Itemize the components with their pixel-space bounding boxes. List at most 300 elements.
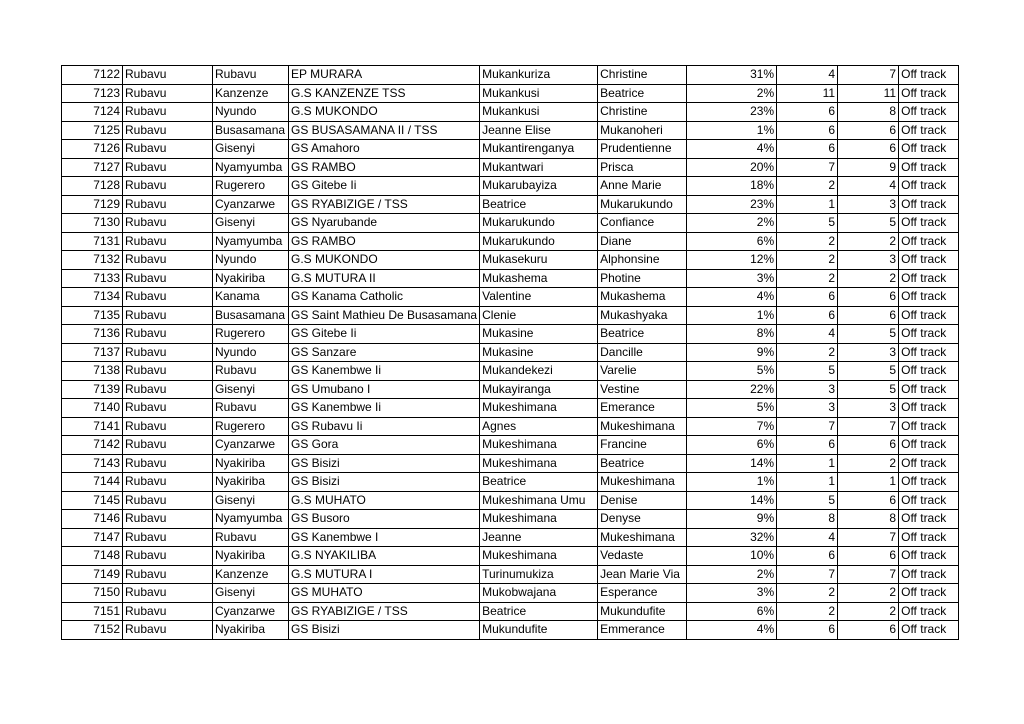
count-a-cell: 4 [777,528,838,547]
district-cell: Rubavu [123,417,213,436]
last-name-cell: Valentine [480,288,598,307]
count-b-cell: 8 [838,103,899,122]
last-name-cell: Jeanne [480,528,598,547]
last-name-cell: Turinumukiza [480,565,598,584]
school-cell: G.S MUKONDO [289,251,480,270]
row-id-cell: 7124 [62,103,123,122]
status-cell: Off track [899,214,959,233]
count-a-cell: 5 [777,362,838,381]
table-row [62,454,959,473]
table-row [62,547,959,566]
district-cell: Rubavu [123,84,213,103]
school-cell: GS RYABIZIGE / TSS [289,602,480,621]
first-name-cell: Confiance [598,214,687,233]
table-row [62,565,959,584]
table-row [62,362,959,381]
first-name-cell: Esperance [598,584,687,603]
count-a-cell: 7 [777,158,838,177]
status-cell: Off track [899,380,959,399]
percent-cell: 2% [687,84,777,103]
district-cell: Rubavu [123,547,213,566]
count-a-cell: 8 [777,510,838,529]
count-b-cell: 2 [838,584,899,603]
percent-cell: 5% [687,362,777,381]
school-cell: G.S MUKONDO [289,103,480,122]
district-cell: Rubavu [123,343,213,362]
first-name-cell: Photine [598,269,687,288]
first-name-cell: Mukashyaka [598,306,687,325]
last-name-cell: Mukarukundo [480,214,598,233]
table-row [62,473,959,492]
status-cell: Off track [899,547,959,566]
status-cell: Off track [899,288,959,307]
percent-cell: 6% [687,436,777,455]
first-name-cell: Emmerance [598,621,687,640]
district-cell: Rubavu [123,103,213,122]
first-name-cell: Alphonsine [598,251,687,270]
district-cell: Rubavu [123,491,213,510]
sector-cell: Gisenyi [213,214,289,233]
table-row [62,103,959,122]
row-id-cell: 7146 [62,510,123,529]
count-b-cell: 7 [838,565,899,584]
count-a-cell: 1 [777,195,838,214]
data-table [61,65,959,640]
count-b-cell: 6 [838,306,899,325]
count-a-cell: 3 [777,399,838,418]
status-cell: Off track [899,84,959,103]
count-b-cell: 6 [838,621,899,640]
last-name-cell: Mukantwari [480,158,598,177]
table-row [62,602,959,621]
district-cell: Rubavu [123,177,213,196]
status-cell: Off track [899,103,959,122]
count-a-cell: 1 [777,473,838,492]
sector-cell: Nyamyumba [213,510,289,529]
status-cell: Off track [899,66,959,85]
percent-cell: 3% [687,584,777,603]
percent-cell: 3% [687,269,777,288]
district-cell: Rubavu [123,362,213,381]
district-cell: Rubavu [123,251,213,270]
first-name-cell: Mukanoheri [598,121,687,140]
last-name-cell: Mukeshimana [480,454,598,473]
first-name-cell: Denise [598,491,687,510]
percent-cell: 6% [687,602,777,621]
table-row [62,528,959,547]
row-id-cell: 7129 [62,195,123,214]
count-b-cell: 5 [838,214,899,233]
count-b-cell: 7 [838,417,899,436]
first-name-cell: Mukeshimana [598,473,687,492]
row-id-cell: 7145 [62,491,123,510]
percent-cell: 1% [687,306,777,325]
school-cell: GS Kanama Catholic [289,288,480,307]
school-cell: GS Kanembwe Ii [289,399,480,418]
school-cell: GS Nyarubande [289,214,480,233]
percent-cell: 4% [687,621,777,640]
sector-cell: Nyamyumba [213,158,289,177]
count-a-cell: 2 [777,269,838,288]
school-cell: EP MURARA [289,66,480,85]
table-row [62,214,959,233]
count-a-cell: 11 [777,84,838,103]
percent-cell: 9% [687,343,777,362]
first-name-cell: Vestine [598,380,687,399]
sector-cell: Gisenyi [213,140,289,159]
count-a-cell: 2 [777,177,838,196]
row-id-cell: 7151 [62,602,123,621]
last-name-cell: Mukantirenganya [480,140,598,159]
status-cell: Off track [899,177,959,196]
percent-cell: 8% [687,325,777,344]
district-cell: Rubavu [123,621,213,640]
first-name-cell: Mukundufite [598,602,687,621]
status-cell: Off track [899,436,959,455]
school-cell: GS Kanembwe I [289,528,480,547]
row-id-cell: 7147 [62,528,123,547]
count-b-cell: 2 [838,602,899,621]
last-name-cell: Beatrice [480,473,598,492]
district-cell: Rubavu [123,288,213,307]
school-cell: GS RAMBO [289,158,480,177]
table-row [62,510,959,529]
status-cell: Off track [899,417,959,436]
count-b-cell: 3 [838,251,899,270]
first-name-cell: Diane [598,232,687,251]
sector-cell: Nyakiriba [213,454,289,473]
status-cell: Off track [899,325,959,344]
first-name-cell: Prisca [598,158,687,177]
row-id-cell: 7142 [62,436,123,455]
status-cell: Off track [899,121,959,140]
sector-cell: Nyamyumba [213,232,289,251]
sector-cell: Rubavu [213,399,289,418]
percent-cell: 12% [687,251,777,270]
last-name-cell: Mukeshimana [480,547,598,566]
table-row [62,325,959,344]
percent-cell: 23% [687,195,777,214]
count-a-cell: 7 [777,565,838,584]
first-name-cell: Mukeshimana [598,528,687,547]
status-cell: Off track [899,343,959,362]
first-name-cell: Beatrice [598,84,687,103]
district-cell: Rubavu [123,140,213,159]
row-id-cell: 7122 [62,66,123,85]
last-name-cell: Jeanne Elise [480,121,598,140]
table-row [62,158,959,177]
school-cell: G.S MUTURA II [289,269,480,288]
sector-cell: Nyakiriba [213,547,289,566]
row-id-cell: 7148 [62,547,123,566]
count-b-cell: 11 [838,84,899,103]
row-id-cell: 7131 [62,232,123,251]
status-cell: Off track [899,158,959,177]
row-id-cell: 7143 [62,454,123,473]
district-cell: Rubavu [123,214,213,233]
last-name-cell: Mukarubayiza [480,177,598,196]
sector-cell: Rugerero [213,417,289,436]
sector-cell: Cyanzarwe [213,195,289,214]
row-id-cell: 7133 [62,269,123,288]
table-row [62,251,959,270]
district-cell: Rubavu [123,306,213,325]
first-name-cell: Prudentienne [598,140,687,159]
district-cell: Rubavu [123,195,213,214]
status-cell: Off track [899,621,959,640]
last-name-cell: Mukankuriza [480,66,598,85]
percent-cell: 6% [687,232,777,251]
count-a-cell: 5 [777,214,838,233]
last-name-cell: Mukeshimana [480,436,598,455]
count-b-cell: 2 [838,454,899,473]
last-name-cell: Mukasine [480,343,598,362]
count-a-cell: 2 [777,602,838,621]
table-row [62,343,959,362]
count-b-cell: 2 [838,232,899,251]
last-name-cell: Mukeshimana Umu [480,491,598,510]
district-cell: Rubavu [123,158,213,177]
percent-cell: 1% [687,473,777,492]
count-a-cell: 7 [777,417,838,436]
count-b-cell: 2 [838,269,899,288]
count-a-cell: 2 [777,251,838,270]
table-row [62,195,959,214]
first-name-cell: Emerance [598,399,687,418]
percent-cell: 20% [687,158,777,177]
percent-cell: 18% [687,177,777,196]
sector-cell: Busasamana [213,121,289,140]
school-cell: GS RYABIZIGE / TSS [289,195,480,214]
row-id-cell: 7126 [62,140,123,159]
percent-cell: 9% [687,510,777,529]
table-row [62,121,959,140]
percent-cell: 22% [687,380,777,399]
school-cell: G.S MUTURA I [289,565,480,584]
row-id-cell: 7150 [62,584,123,603]
sector-cell: Gisenyi [213,584,289,603]
count-a-cell: 6 [777,121,838,140]
row-id-cell: 7125 [62,121,123,140]
school-cell: G.S KANZENZE TSS [289,84,480,103]
last-name-cell: Mukundufite [480,621,598,640]
district-cell: Rubavu [123,510,213,529]
status-cell: Off track [899,602,959,621]
percent-cell: 31% [687,66,777,85]
district-cell: Rubavu [123,565,213,584]
first-name-cell: Mukeshimana [598,417,687,436]
district-cell: Rubavu [123,454,213,473]
last-name-cell: Mukeshimana [480,399,598,418]
school-cell: G.S MUHATO [289,491,480,510]
count-b-cell: 3 [838,343,899,362]
row-id-cell: 7144 [62,473,123,492]
count-a-cell: 2 [777,343,838,362]
first-name-cell: Jean Marie Via [598,565,687,584]
percent-cell: 1% [687,121,777,140]
sector-cell: Busasamana [213,306,289,325]
district-cell: Rubavu [123,66,213,85]
table-row [62,621,959,640]
first-name-cell: Denyse [598,510,687,529]
row-id-cell: 7137 [62,343,123,362]
last-name-cell: Mukankusi [480,84,598,103]
table-row [62,288,959,307]
row-id-cell: 7136 [62,325,123,344]
table-row [62,380,959,399]
school-cell: GS Amahoro [289,140,480,159]
first-name-cell: Anne Marie [598,177,687,196]
status-cell: Off track [899,362,959,381]
last-name-cell: Mukashema [480,269,598,288]
sector-cell: Rubavu [213,66,289,85]
row-id-cell: 7130 [62,214,123,233]
count-b-cell: 7 [838,66,899,85]
status-cell: Off track [899,232,959,251]
percent-cell: 7% [687,417,777,436]
count-b-cell: 6 [838,140,899,159]
last-name-cell: Mukarukundo [480,232,598,251]
row-id-cell: 7123 [62,84,123,103]
sector-cell: Nyundo [213,251,289,270]
school-cell: G.S NYAKILIBA [289,547,480,566]
percent-cell: 14% [687,454,777,473]
count-b-cell: 3 [838,195,899,214]
count-b-cell: 1 [838,473,899,492]
district-cell: Rubavu [123,121,213,140]
count-a-cell: 6 [777,621,838,640]
first-name-cell: Mukarukundo [598,195,687,214]
sector-cell: Nyakiriba [213,269,289,288]
first-name-cell: Mukashema [598,288,687,307]
table-row [62,177,959,196]
percent-cell: 32% [687,528,777,547]
sector-cell: Nyakiriba [213,473,289,492]
sector-cell: Rubavu [213,362,289,381]
count-b-cell: 5 [838,325,899,344]
school-cell: GS Gitebe Ii [289,325,480,344]
table-row [62,306,959,325]
status-cell: Off track [899,399,959,418]
first-name-cell: Beatrice [598,325,687,344]
count-a-cell: 1 [777,454,838,473]
row-id-cell: 7127 [62,158,123,177]
table-row [62,140,959,159]
percent-cell: 23% [687,103,777,122]
table-row [62,232,959,251]
first-name-cell: Beatrice [598,454,687,473]
count-a-cell: 6 [777,547,838,566]
sector-cell: Rugerero [213,325,289,344]
last-name-cell: Mukandekezi [480,362,598,381]
status-cell: Off track [899,528,959,547]
percent-cell: 5% [687,399,777,418]
sector-cell: Nyundo [213,103,289,122]
sector-cell: Nyundo [213,343,289,362]
status-cell: Off track [899,306,959,325]
district-cell: Rubavu [123,528,213,547]
last-name-cell: Agnes [480,417,598,436]
sector-cell: Rubavu [213,528,289,547]
district-cell: Rubavu [123,602,213,621]
table-body [62,66,959,640]
status-cell: Off track [899,140,959,159]
count-b-cell: 8 [838,510,899,529]
first-name-cell: Dancille [598,343,687,362]
school-cell: GS Kanembwe Ii [289,362,480,381]
status-cell: Off track [899,565,959,584]
table-row [62,584,959,603]
percent-cell: 14% [687,491,777,510]
row-id-cell: 7135 [62,306,123,325]
table-row [62,269,959,288]
sector-cell: Kanama [213,288,289,307]
sector-cell: Nyakiriba [213,621,289,640]
school-cell: GS Sanzare [289,343,480,362]
first-name-cell: Vedaste [598,547,687,566]
first-name-cell: Christine [598,103,687,122]
sector-cell: Gisenyi [213,491,289,510]
table-row [62,436,959,455]
school-cell: GS RAMBO [289,232,480,251]
table-row [62,84,959,103]
count-a-cell: 2 [777,232,838,251]
percent-cell: 4% [687,140,777,159]
percent-cell: 4% [687,288,777,307]
count-a-cell: 5 [777,491,838,510]
status-cell: Off track [899,510,959,529]
row-id-cell: 7138 [62,362,123,381]
school-cell: GS Bisizi [289,621,480,640]
count-b-cell: 3 [838,399,899,418]
table-row [62,417,959,436]
count-b-cell: 6 [838,547,899,566]
first-name-cell: Varelie [598,362,687,381]
count-a-cell: 3 [777,380,838,399]
count-b-cell: 6 [838,436,899,455]
first-name-cell: Francine [598,436,687,455]
row-id-cell: 7139 [62,380,123,399]
count-a-cell: 2 [777,584,838,603]
percent-cell: 2% [687,214,777,233]
count-a-cell: 4 [777,325,838,344]
count-b-cell: 4 [838,177,899,196]
sector-cell: Kanzenze [213,565,289,584]
school-cell: GS Busoro [289,510,480,529]
school-cell: GS Gora [289,436,480,455]
last-name-cell: Mukasekuru [480,251,598,270]
count-a-cell: 6 [777,140,838,159]
district-cell: Rubavu [123,325,213,344]
row-id-cell: 7134 [62,288,123,307]
status-cell: Off track [899,491,959,510]
count-a-cell: 6 [777,436,838,455]
status-cell: Off track [899,251,959,270]
count-a-cell: 6 [777,306,838,325]
count-b-cell: 5 [838,380,899,399]
count-a-cell: 4 [777,66,838,85]
school-cell: GS BUSASAMANA II / TSS [289,121,480,140]
district-cell: Rubavu [123,584,213,603]
count-b-cell: 6 [838,121,899,140]
count-a-cell: 6 [777,288,838,307]
last-name-cell: Mukeshimana [480,510,598,529]
table-row [62,491,959,510]
row-id-cell: 7141 [62,417,123,436]
status-cell: Off track [899,269,959,288]
school-cell: GS Rubavu Ii [289,417,480,436]
status-cell: Off track [899,195,959,214]
